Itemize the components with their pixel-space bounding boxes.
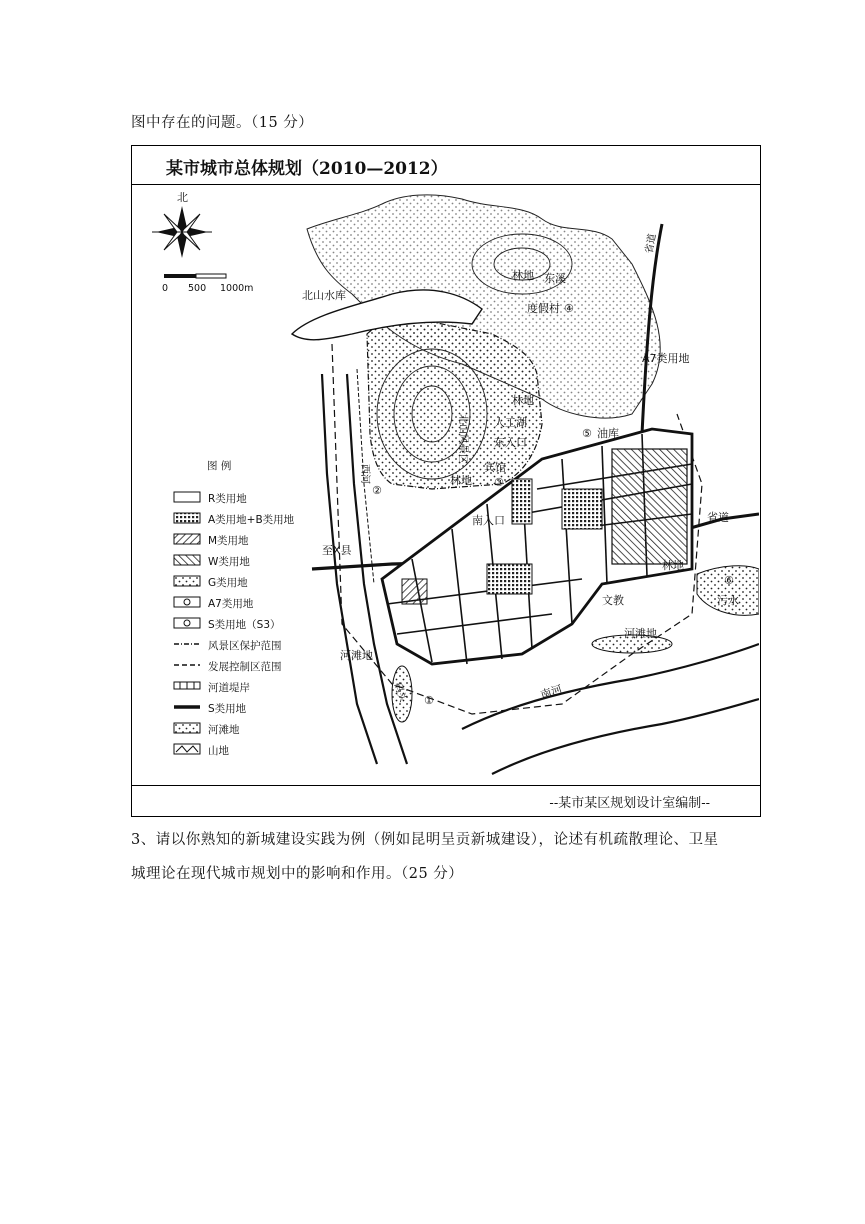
label-forest-e: 林地 xyxy=(662,559,684,572)
label-forest-center: 林地 xyxy=(512,394,534,407)
legend-title: 图 例 xyxy=(207,460,232,472)
label-to-x: 至X县 xyxy=(322,544,352,557)
label-south-entrance: 南入口 xyxy=(472,514,505,527)
legend-item-label: M类用地 xyxy=(208,535,249,547)
dot-box-icon xyxy=(174,576,200,586)
question3-line1: 3、请以你熟知的新城建设实践为例（例如昆明呈贡新城建设），论述有机疏散理论、卫星 xyxy=(131,832,719,848)
legend-item-label: R类用地 xyxy=(208,493,247,505)
dotted-box-icon xyxy=(174,723,200,733)
label-hotel: 宾馆 xyxy=(484,461,506,474)
figure-footer: --某市某区规划设计室编制-- xyxy=(549,796,710,811)
label-hotel-num: ③ xyxy=(494,476,504,489)
commercial-block-1 xyxy=(487,564,532,594)
scale-zero: 0 xyxy=(162,283,169,294)
label-oil: 油库 xyxy=(597,427,619,440)
s3-mark xyxy=(184,620,190,626)
planning-map-figure xyxy=(131,145,761,817)
figure-footer-bar xyxy=(132,785,760,816)
commercial-block-3 xyxy=(512,479,532,524)
south-river-bank xyxy=(492,699,759,774)
w-land-block xyxy=(612,449,687,564)
label-province-road-top: 省道 xyxy=(644,232,659,255)
figure-title-bar xyxy=(132,146,760,185)
label-dock-num: ① xyxy=(424,694,434,707)
legend-item-label: 风景区保护范围 xyxy=(208,640,282,652)
legend-item-label: A7类用地 xyxy=(208,598,254,610)
label-dock: 码头 xyxy=(391,681,409,704)
label-forest-ne: 林地 xyxy=(512,269,534,282)
compass-label: 北 xyxy=(177,191,188,204)
label-sewage: 污水 xyxy=(717,594,739,607)
question-intro-text: 图中存在的问题。（15 分） xyxy=(131,115,314,131)
figure-title: 某市城市总体规划（2010—2012） xyxy=(166,159,448,179)
label-oil-num: ⑤ xyxy=(582,427,592,440)
label-scenic: 北山风景区 xyxy=(457,414,468,464)
label-lake: 人工湖 xyxy=(494,416,527,429)
empty-box-icon xyxy=(174,492,200,502)
label-reservoir: 北山水库 xyxy=(302,289,346,302)
label-west-river-num: ② xyxy=(372,484,382,497)
question3-line2: 城理论在现代城市规划中的影响和作用。（25 分） xyxy=(131,866,464,882)
legend-item-label: S类用地（S3） xyxy=(208,619,281,631)
label-beach-right: 河滩地 xyxy=(624,627,657,640)
label-south-river: 南河 xyxy=(538,682,564,702)
legend-item-label: W类用地 xyxy=(208,556,250,568)
label-resort: 度假村 xyxy=(527,302,560,315)
label-forest-w: 林地 xyxy=(450,474,472,487)
label-beach-left: 河滩地 xyxy=(340,649,373,662)
label-wenjiao: 文教 xyxy=(602,594,624,607)
legend-item-label: S类用地 xyxy=(208,703,247,715)
label-resort-num: ④ xyxy=(564,302,574,315)
scale-end: 1000m xyxy=(220,283,254,294)
label-east-creek: 东溪 xyxy=(544,272,566,285)
legend-item-label: 山地 xyxy=(208,745,229,757)
legend-item-label: G类用地 xyxy=(208,577,248,589)
label-province-road-right: 省道 xyxy=(707,511,729,524)
label-west-river: 西河 xyxy=(359,464,370,484)
hatch-box-icon xyxy=(174,534,200,544)
scale-mid: 500 xyxy=(188,283,207,294)
label-sewage-num: ⑥ xyxy=(724,574,734,587)
city-plan-map xyxy=(132,184,759,786)
reverse-hatch-box-icon xyxy=(174,555,200,565)
legend-item-label: 发展控制区范围 xyxy=(208,661,282,673)
grid-box-icon xyxy=(174,513,200,523)
label-east-entrance: 东入口 xyxy=(494,436,527,449)
m-land-block xyxy=(402,579,427,604)
legend xyxy=(174,492,295,757)
label-a7: A7类用地 xyxy=(642,352,690,365)
legend-item-label: 河滩地 xyxy=(208,724,240,736)
north-arrow-icon xyxy=(152,206,212,258)
scale-bar xyxy=(164,274,226,278)
commercial-block-2 xyxy=(562,489,602,529)
legend-item-label: A类用地+B类用地 xyxy=(208,514,295,526)
legend-item-label: 河道堤岸 xyxy=(208,682,250,694)
